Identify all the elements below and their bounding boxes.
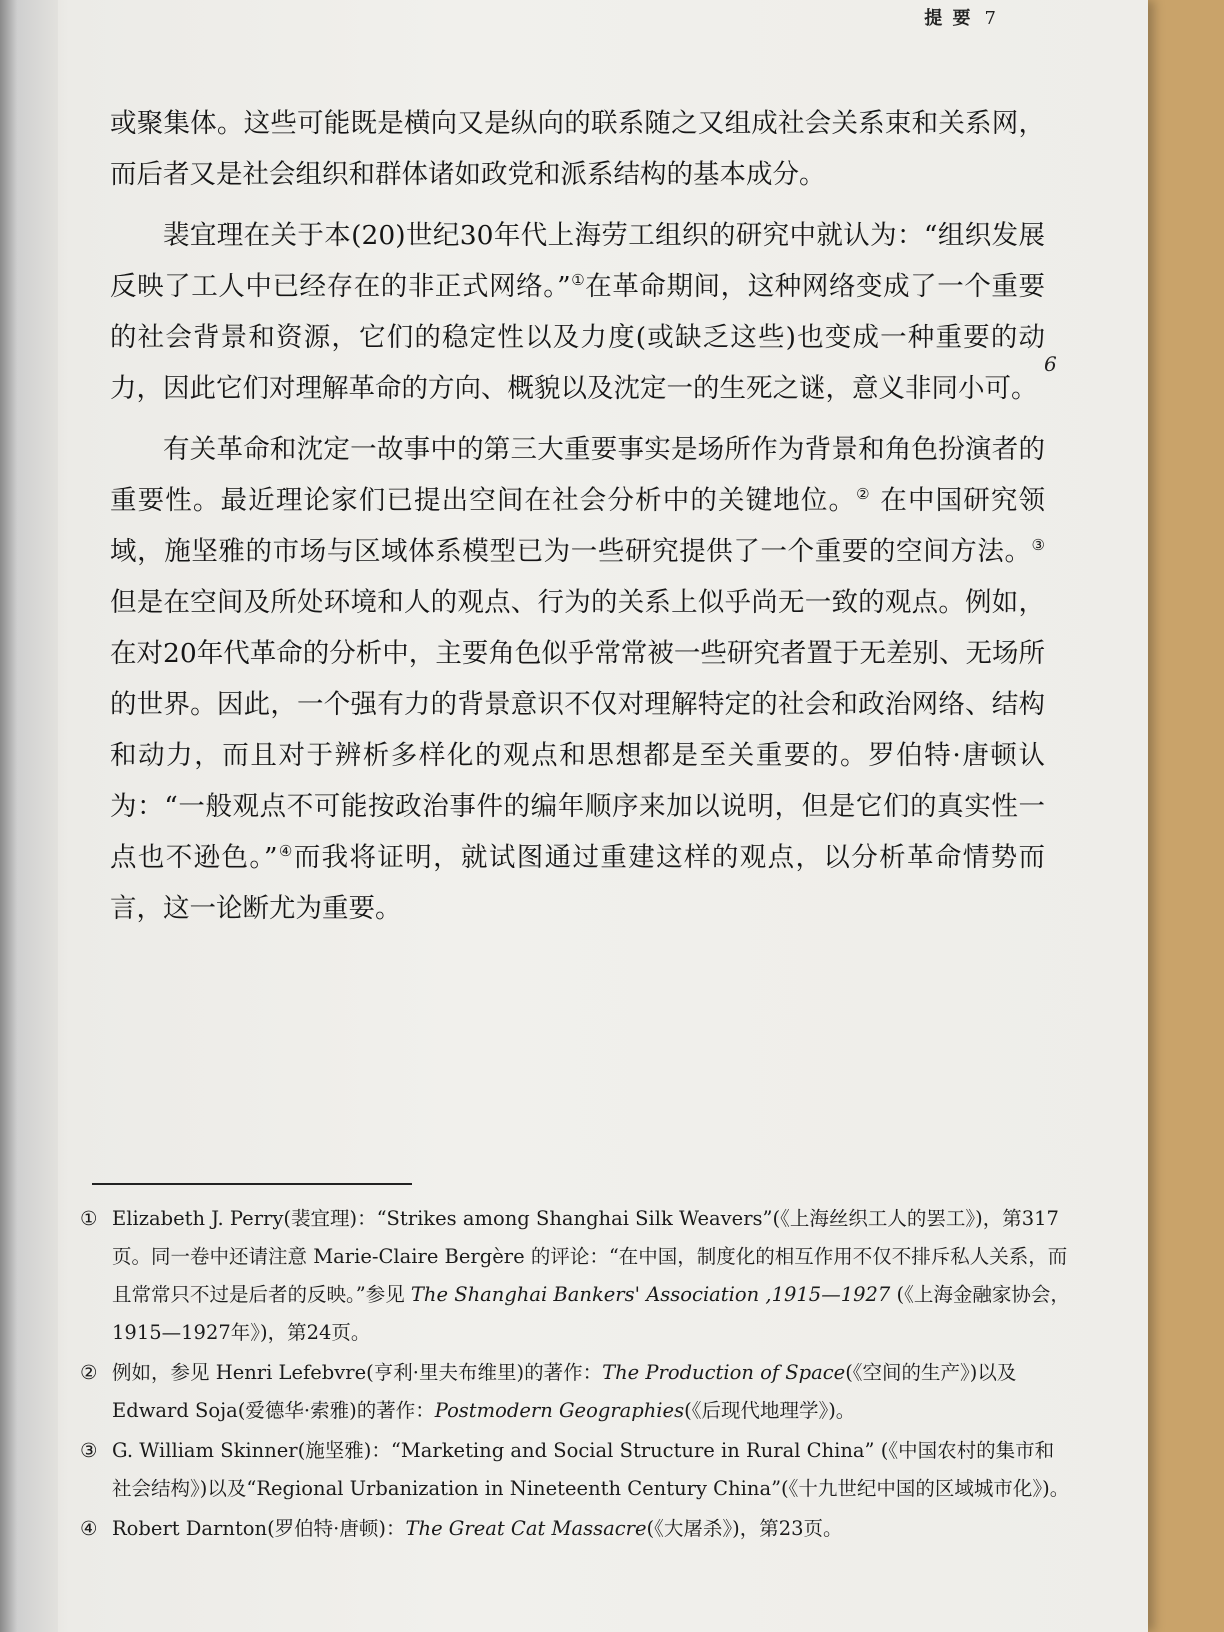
footnote-text [112, 1354, 1070, 1430]
running-header [924, 4, 998, 30]
body-text [110, 98, 1045, 944]
footnote-4-text-end: (《大屠杀》)，第23页。 [646, 1517, 843, 1540]
footnote-2-title-2: Postmodern Geographies [434, 1399, 685, 1422]
footnote-mark: ② [80, 1361, 98, 1384]
footnote-ref-1: ① [570, 271, 586, 290]
footnote-ref-2: ② [856, 485, 871, 504]
header-page-number: 7 [984, 8, 998, 29]
footnote-4-title: The Great Cat Massacre [405, 1517, 647, 1540]
paragraph-2-text-cont: 在革命期间，这种网络变成了一个重要的社会背景和资源，它们的稳定性以及力度(或缺乏这些)也变成一种重要的动力，因此它们对理解革命的方向、概貌以及沈定一的生死之谜，意义非同小可。 [110, 271, 1045, 404]
margin-page-reference: 6 [1044, 352, 1057, 376]
footnote-1-text-end: (《上海金融家协会，1915—1927年》)，第24页。 [112, 1283, 1070, 1344]
footnotes [80, 1200, 1070, 1550]
footnote-ref-3: ③ [1031, 536, 1045, 555]
page-gutter [0, 0, 58, 1632]
footnote-1-title: The Shanghai Bankers' Association ,1915—1927 [410, 1283, 891, 1306]
paragraph-3-text-3: 但是在空间及所处环境和人的观点、行为的关系上似乎尚无一致的观点。例如，在对20年代革命的分析中，主要角色似乎常常被一些研究者置于无差别、无场所的世界。因此，一个强有力的背景意识不仅对理解特定的社会和政治网络、结构和动力，而且对于辨析多样化的观点和思想都是至关重要的。罗伯特·唐顿认为：“一般观点不可能按政治事件的编年顺序来加以说明，但是它们的真实性一点也不逊色。” [110, 587, 1045, 873]
footnote-1-text: Elizabeth J. Perry(裴宜理)：“Strikes among Shanghai Silk Weavers”(《上海丝织工人的罢工》)，第317页。同一卷中还请注意 Marie-Claire Bergère 的评论：“在中国，制度化的相互作用不仅不排斥私人关系，而且常常只不过是后者的反映。”参见 [112, 1207, 1068, 1306]
footnote-1 [80, 1200, 1070, 1352]
footnote-divider [92, 1183, 412, 1185]
header-title: 提 要 [924, 8, 973, 29]
footnote-text [112, 1510, 1070, 1548]
footnote-mark: ① [80, 1207, 98, 1230]
footnote-mark: ④ [80, 1517, 98, 1540]
footnote-2 [80, 1354, 1070, 1430]
footnote-text: G. William Skinner(施坚雅)：“Marketing and Social Structure in Rural China” (《中国农村的集市和社会结构》)以及“Regional Urbanization in Nineteenth Century China”(《十九世纪中国的区域城市化》)。 [112, 1439, 1070, 1500]
footnote-2-text-end: (《后现代地理学》)。 [684, 1399, 856, 1422]
paragraph-2-text: 裴宜理在关于本(20)世纪30年代上海劳工组织的研究中就认为：“组织发展反映了工人中已经存在的非正式网络。” [110, 220, 1045, 302]
footnote-mark: ③ [80, 1439, 98, 1462]
footnote-2-text-mid: (《空间的生产》)以及 Edward Soja(爱德华·索雅)的著作： [112, 1361, 1017, 1422]
paragraph-3-text: 有关革命和沈定一故事中的第三大重要事实是场所作为背景和角色扮演者的重要性。最近理论家们已提出空间在社会分析中的关键地位。 [110, 434, 1045, 516]
footnote-2-text: 例如，参见 Henri Lefebvre(亨利·里夫布维里)的著作： [112, 1361, 603, 1384]
footnote-4-text: Robert Darnton(罗伯特·唐顿)： [112, 1517, 406, 1540]
paragraph-1: 或聚集体。这些可能既是横向又是纵向的联系随之又组成社会关系束和关系网，而后者又是社会组织和群体诸如政党和派系结构的基本成分。 [110, 108, 1045, 190]
paragraph-3-text-2: 在中国研究领域，施坚雅的市场与区域体系模型已为一些研究提供了一个重要的空间方法。 [110, 485, 1046, 567]
footnote-4 [80, 1510, 1070, 1548]
paragraph-3-text-4: 而我将证明，就试图通过重建这样的观点，以分析革命情势而言，这一论断尤为重要。 [110, 842, 1045, 924]
footnote-3 [80, 1432, 1070, 1508]
paragraph-3 [110, 424, 1045, 934]
footnote-ref-4: ④ [277, 842, 294, 861]
footnote-2-title-1: The Production of Space [602, 1361, 846, 1384]
paragraph-2 [110, 210, 1045, 414]
footnote-text [112, 1200, 1070, 1352]
